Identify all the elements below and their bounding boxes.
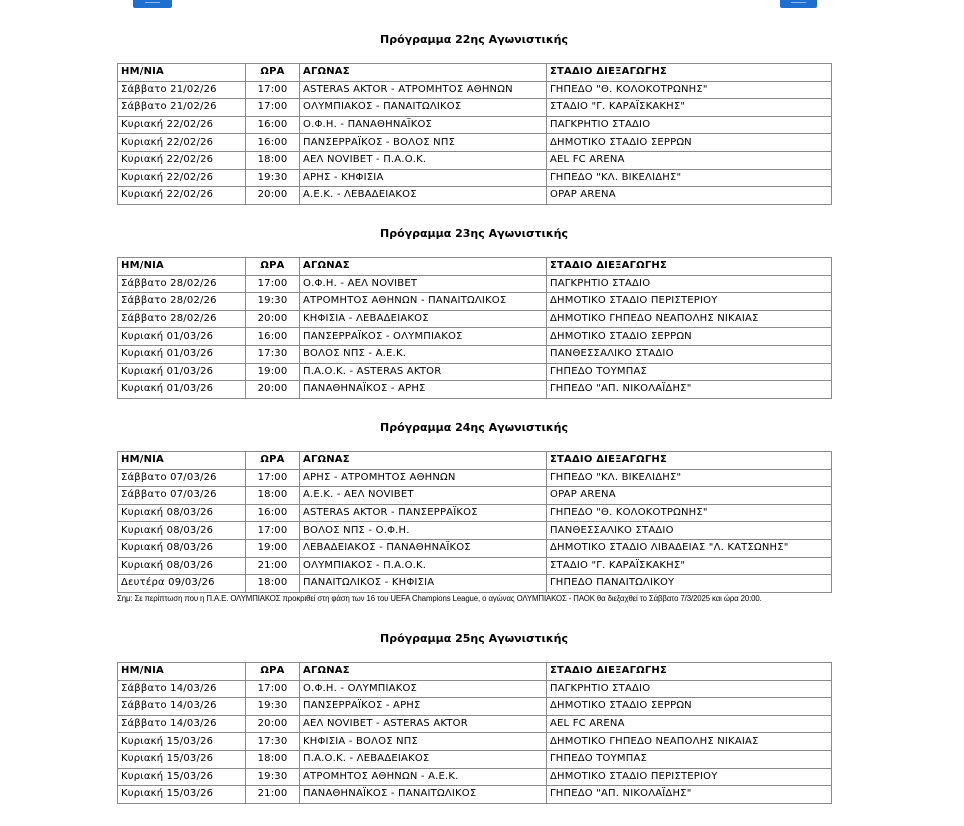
match-teams: ΒΟΛΟΣ ΝΠΣ - Ο.Φ.Η. <box>300 522 547 540</box>
round-section <box>117 632 831 804</box>
match-date: Δευτέρα 09/03/26 <box>118 575 246 593</box>
round-title: Πρόγραμμα 23ης Αγωνιστικής <box>379 227 568 240</box>
table-row <box>118 469 832 487</box>
schedule-table <box>117 451 832 593</box>
match-time: 18:00 <box>246 151 300 169</box>
match-time: 21:00 <box>246 786 300 804</box>
table-row <box>118 504 832 522</box>
match-time: 16:00 <box>246 116 300 134</box>
match-date: Σάββατο 21/02/26 <box>118 81 246 99</box>
table-row <box>118 575 832 593</box>
match-teams: ΑΕΛ NOVIBET - Π.Α.Ο.Κ. <box>300 151 547 169</box>
match-teams: ΠΑΝΣΕΡΡΑΪΚΟΣ - ΒΟΛΟΣ ΝΠΣ <box>300 134 547 152</box>
match-teams: ΚΗΦΙΣΙΑ - ΛΕΒΑΔΕΙΑΚΟΣ <box>300 310 547 328</box>
match-date: Κυριακή 01/03/26 <box>118 381 246 399</box>
table-row <box>118 116 832 134</box>
match-time: 19:00 <box>246 539 300 557</box>
table-header-row <box>118 663 832 681</box>
match-time: 19:00 <box>246 363 300 381</box>
match-stadium: ΣΤΑΔΙΟ "Γ. ΚΑΡΑΪΣΚΑΚΗΣ" <box>547 99 832 117</box>
column-header-time: ΩΡΑ <box>246 258 300 276</box>
table-row <box>118 151 832 169</box>
match-time: 18:00 <box>246 750 300 768</box>
match-teams: ΟΛΥΜΠΙΑΚΟΣ - Π.Α.Ο.Κ. <box>300 557 547 575</box>
match-date: Κυριακή 01/03/26 <box>118 328 246 346</box>
column-header-match: ΑΓΩΝΑΣ <box>300 452 547 470</box>
match-teams: Α.Ε.Κ. - ΑΕΛ NOVIBET <box>300 487 547 505</box>
match-date: Κυριακή 01/03/26 <box>118 345 246 363</box>
match-date: Κυριακή 15/03/26 <box>118 786 246 804</box>
match-teams: ΠΑΝΣΕΡΡΑΪΚΟΣ - ΑΡΗΣ <box>300 698 547 716</box>
match-teams: ASTERAS AKTOR - ΑΤΡΟΜΗΤΟΣ ΑΘΗΝΩΝ <box>300 81 547 99</box>
match-time: 21:00 <box>246 557 300 575</box>
match-date: Σάββατο 21/02/26 <box>118 99 246 117</box>
match-stadium: ΔΗΜΟΤΙΚΟ ΣΤΑΔΙΟ ΣΕΡΡΩΝ <box>547 134 832 152</box>
match-stadium: ΔΗΜΟΤΙΚΟ ΣΤΑΔΙΟ ΠΕΡΙΣΤΕΡΙΟΥ <box>547 293 832 311</box>
match-time: 19:30 <box>246 768 300 786</box>
match-date: Κυριακή 08/03/26 <box>118 539 246 557</box>
match-stadium: ΓΗΠΕΔΟ "ΚΛ. ΒΙΚΕΛΙΔΗΣ" <box>547 469 832 487</box>
round-section <box>117 227 831 399</box>
match-stadium: ΓΗΠΕΔΟ "Θ. ΚΟΛΟΚΟΤΡΩΝΗΣ" <box>547 504 832 522</box>
match-teams: ASTERAS AKTOR - ΠΑΝΣΕΡΡΑΪΚΟΣ <box>300 504 547 522</box>
table-row <box>118 187 832 205</box>
match-stadium: ΓΗΠΕΔΟ ΤΟΥΜΠΑΣ <box>547 363 832 381</box>
match-time: 17:00 <box>246 81 300 99</box>
match-teams: ΠΑΝΣΕΡΡΑΪΚΟΣ - ΟΛΥΜΠΙΑΚΟΣ <box>300 328 547 346</box>
match-date: Σάββατο 07/03/26 <box>118 487 246 505</box>
match-stadium: AEL FC ARENA <box>547 151 832 169</box>
match-teams: ΠΑΝΑΘΗΝΑΪΚΟΣ - ΠΑΝΑΙΤΩΛΙΚΟΣ <box>300 786 547 804</box>
match-date: Κυριακή 22/02/26 <box>118 151 246 169</box>
match-stadium: ΔΗΜΟΤΙΚΟ ΓΗΠΕΔΟ ΝΕΑΠΟΛΗΣ ΝΙΚΑΙΑΣ <box>547 310 832 328</box>
match-stadium: OPAP ARENA <box>547 187 832 205</box>
table-row <box>118 275 832 293</box>
round-title: Πρόγραμμα 22ης Αγωνιστικής <box>379 33 568 46</box>
match-stadium: ΓΗΠΕΔΟ ΤΟΥΜΠΑΣ <box>547 750 832 768</box>
match-stadium: ΓΗΠΕΔΟ ΠΑΝΑΙΤΩΛΙΚΟΥ <box>547 575 832 593</box>
match-teams: Α.Ε.Κ. - ΛΕΒΑΔΕΙΑΚΟΣ <box>300 187 547 205</box>
table-header-row <box>118 64 832 82</box>
column-header-match: ΑΓΩΝΑΣ <box>300 64 547 82</box>
match-date: Κυριακή 01/03/26 <box>118 363 246 381</box>
match-teams: ΠΑΝΑΙΤΩΛΙΚΟΣ - ΚΗΦΙΣΙΑ <box>300 575 547 593</box>
match-teams: ΑΡΗΣ - ΑΤΡΟΜΗΤΟΣ ΑΘΗΝΩΝ <box>300 469 547 487</box>
match-teams: Π.Α.Ο.Κ. - ASTERAS AKTOR <box>300 363 547 381</box>
match-time: 18:00 <box>246 575 300 593</box>
match-date: Κυριακή 22/02/26 <box>118 169 246 187</box>
table-row <box>118 169 832 187</box>
match-date: Σάββατο 28/02/26 <box>118 293 246 311</box>
match-time: 20:00 <box>246 715 300 733</box>
match-date: Κυριακή 15/03/26 <box>118 768 246 786</box>
match-teams: Π.Α.Ο.Κ. - ΛΕΒΑΔΕΙΑΚΟΣ <box>300 750 547 768</box>
match-time: 20:00 <box>246 381 300 399</box>
match-stadium: ΠΑΓΚΡΗΤΙΟ ΣΤΑΔΙΟ <box>547 116 832 134</box>
match-date: Κυριακή 22/02/26 <box>118 187 246 205</box>
table-row <box>118 750 832 768</box>
column-header-stadium: ΣΤΑΔΙΟ ΔΙΕΞΑΓΩΓΗΣ <box>547 258 832 276</box>
match-time: 20:00 <box>246 310 300 328</box>
match-teams: ΒΟΛΟΣ ΝΠΣ - Α.Ε.Κ. <box>300 345 547 363</box>
column-header-date: ΗΜ/ΝΙΑ <box>118 258 246 276</box>
match-teams: ΑΕΛ NOVIBET - ASTERAS AKTOR <box>300 715 547 733</box>
schedule-table <box>117 63 832 205</box>
league-logo-right-icon <box>780 0 817 8</box>
match-stadium: ΔΗΜΟΤΙΚΟ ΣΤΑΔΙΟ ΣΕΡΡΩΝ <box>547 698 832 716</box>
table-row <box>118 381 832 399</box>
match-teams: ΠΑΝΑΘΗΝΑΪΚΟΣ - ΑΡΗΣ <box>300 381 547 399</box>
match-stadium: ΔΗΜΟΤΙΚΟ ΣΤΑΔΙΟ ΠΕΡΙΣΤΕΡΙΟΥ <box>547 768 832 786</box>
match-teams: ΚΗΦΙΣΙΑ - ΒΟΛΟΣ ΝΠΣ <box>300 733 547 751</box>
match-stadium: ΣΤΑΔΙΟ "Γ. ΚΑΡΑΪΣΚΑΚΗΣ" <box>547 557 832 575</box>
table-row <box>118 81 832 99</box>
match-stadium: ΓΗΠΕΔΟ "Θ. ΚΟΛΟΚΟΤΡΩΝΗΣ" <box>547 81 832 99</box>
column-header-time: ΩΡΑ <box>246 452 300 470</box>
table-row <box>118 310 832 328</box>
match-time: 16:00 <box>246 504 300 522</box>
match-date: Κυριακή 15/03/26 <box>118 750 246 768</box>
league-logo-left-icon <box>133 0 172 8</box>
match-date: Κυριακή 15/03/26 <box>118 733 246 751</box>
schedule-table <box>117 257 832 399</box>
match-date: Κυριακή 08/03/26 <box>118 557 246 575</box>
table-row <box>118 363 832 381</box>
match-time: 17:30 <box>246 733 300 751</box>
column-header-match: ΑΓΩΝΑΣ <box>300 258 547 276</box>
match-date: Κυριακή 08/03/26 <box>118 522 246 540</box>
table-header-row <box>118 258 832 276</box>
column-header-date: ΗΜ/ΝΙΑ <box>118 452 246 470</box>
match-time: 17:00 <box>246 680 300 698</box>
match-date: Σάββατο 14/03/26 <box>118 715 246 733</box>
table-row <box>118 99 832 117</box>
column-header-time: ΩΡΑ <box>246 663 300 681</box>
table-row <box>118 768 832 786</box>
match-time: 17:00 <box>246 99 300 117</box>
round-title: Πρόγραμμα 25ης Αγωνιστικής <box>379 632 568 645</box>
column-header-stadium: ΣΤΑΔΙΟ ΔΙΕΞΑΓΩΓΗΣ <box>547 452 832 470</box>
match-teams: Ο.Φ.Η. - ΟΛΥΜΠΙΑΚΟΣ <box>300 680 547 698</box>
match-date: Σάββατο 28/02/26 <box>118 310 246 328</box>
table-row <box>118 328 832 346</box>
match-date: Κυριακή 22/02/26 <box>118 134 246 152</box>
table-row <box>118 522 832 540</box>
table-row <box>118 134 832 152</box>
match-teams: ΑΡΗΣ - ΚΗΦΙΣΙΑ <box>300 169 547 187</box>
match-date: Κυριακή 22/02/26 <box>118 116 246 134</box>
column-header-date: ΗΜ/ΝΙΑ <box>118 663 246 681</box>
match-time: 17:00 <box>246 275 300 293</box>
match-stadium: ΔΗΜΟΤΙΚΟ ΣΤΑΔΙΟ ΛΙΒΑΔΕΙΑΣ "Λ. ΚΑΤΣΩΝΗΣ" <box>547 539 832 557</box>
match-time: 17:00 <box>246 469 300 487</box>
match-teams: Ο.Φ.Η. - ΑΕΛ NOVIBET <box>300 275 547 293</box>
match-stadium: ΓΗΠΕΔΟ "ΑΠ. ΝΙΚΟΛΑΪΔΗΣ" <box>547 786 832 804</box>
table-row <box>118 680 832 698</box>
match-date: Σάββατο 07/03/26 <box>118 469 246 487</box>
match-stadium: AEL FC ARENA <box>547 715 832 733</box>
match-stadium: ΠΑΓΚΡΗΤΙΟ ΣΤΑΔΙΟ <box>547 275 832 293</box>
table-row <box>118 786 832 804</box>
match-stadium: ΔΗΜΟΤΙΚΟ ΓΗΠΕΔΟ ΝΕΑΠΟΛΗΣ ΝΙΚΑΙΑΣ <box>547 733 832 751</box>
match-stadium: ΠΑΓΚΡΗΤΙΟ ΣΤΑΔΙΟ <box>547 680 832 698</box>
match-time: 19:30 <box>246 698 300 716</box>
match-date: Σάββατο 14/03/26 <box>118 698 246 716</box>
round-title: Πρόγραμμα 24ης Αγωνιστικής <box>379 421 568 434</box>
table-header-row <box>118 452 832 470</box>
match-date: Σάββατο 28/02/26 <box>118 275 246 293</box>
table-row <box>118 557 832 575</box>
column-header-date: ΗΜ/ΝΙΑ <box>118 64 246 82</box>
match-time: 16:00 <box>246 328 300 346</box>
match-teams: ΑΤΡΟΜΗΤΟΣ ΑΘΗΝΩΝ - ΠΑΝΑΙΤΩΛΙΚΟΣ <box>300 293 547 311</box>
match-teams: ΛΕΒΑΔΕΙΑΚΟΣ - ΠΑΝΑΘΗΝΑΪΚΟΣ <box>300 539 547 557</box>
match-date: Κυριακή 08/03/26 <box>118 504 246 522</box>
table-row <box>118 487 832 505</box>
round-section <box>117 421 831 604</box>
match-stadium: ΓΗΠΕΔΟ "ΚΛ. ΒΙΚΕΛΙΔΗΣ" <box>547 169 832 187</box>
match-time: 17:30 <box>246 345 300 363</box>
round-note: Σημ: Σε περίπτωση που η Π.Α.Ε. ΟΛΥΜΠΙΑΚΟΣ προκριθεί στη φάση των 16 του UEFA Champions League, ο αγώνας ΟΛΥΜΠΙΑΚΟΣ - ΠΑΟΚ θα διεξαχθεί το Σάββατο 7/3/2025 και ώρα 20:00. <box>117 593 762 603</box>
table-row <box>118 715 832 733</box>
match-stadium: ΔΗΜΟΤΙΚΟ ΣΤΑΔΙΟ ΣΕΡΡΩΝ <box>547 328 832 346</box>
match-time: 17:00 <box>246 522 300 540</box>
match-date: Σάββατο 14/03/26 <box>118 680 246 698</box>
column-header-match: ΑΓΩΝΑΣ <box>300 663 547 681</box>
match-stadium: ΓΗΠΕΔΟ "ΑΠ. ΝΙΚΟΛΑΪΔΗΣ" <box>547 381 832 399</box>
column-header-time: ΩΡΑ <box>246 64 300 82</box>
round-section <box>117 33 831 205</box>
match-teams: ΟΛΥΜΠΙΑΚΟΣ - ΠΑΝΑΙΤΩΛΙΚΟΣ <box>300 99 547 117</box>
match-stadium: OPAP ARENA <box>547 487 832 505</box>
table-row <box>118 698 832 716</box>
match-time: 19:30 <box>246 169 300 187</box>
match-stadium: ΠΑΝΘΕΣΣΑΛΙΚΟ ΣΤΑΔΙΟ <box>547 522 832 540</box>
table-row <box>118 539 832 557</box>
table-row <box>118 345 832 363</box>
match-teams: Ο.Φ.Η. - ΠΑΝΑΘΗΝΑΪΚΟΣ <box>300 116 547 134</box>
schedule-table <box>117 662 832 804</box>
match-time: 18:00 <box>246 487 300 505</box>
column-header-stadium: ΣΤΑΔΙΟ ΔΙΕΞΑΓΩΓΗΣ <box>547 663 832 681</box>
match-time: 19:30 <box>246 293 300 311</box>
match-time: 16:00 <box>246 134 300 152</box>
table-row <box>118 733 832 751</box>
match-teams: ΑΤΡΟΜΗΤΟΣ ΑΘΗΝΩΝ - Α.Ε.Κ. <box>300 768 547 786</box>
table-row <box>118 293 832 311</box>
match-time: 20:00 <box>246 187 300 205</box>
column-header-stadium: ΣΤΑΔΙΟ ΔΙΕΞΑΓΩΓΗΣ <box>547 64 832 82</box>
match-stadium: ΠΑΝΘΕΣΣΑΛΙΚΟ ΣΤΑΔΙΟ <box>547 345 832 363</box>
